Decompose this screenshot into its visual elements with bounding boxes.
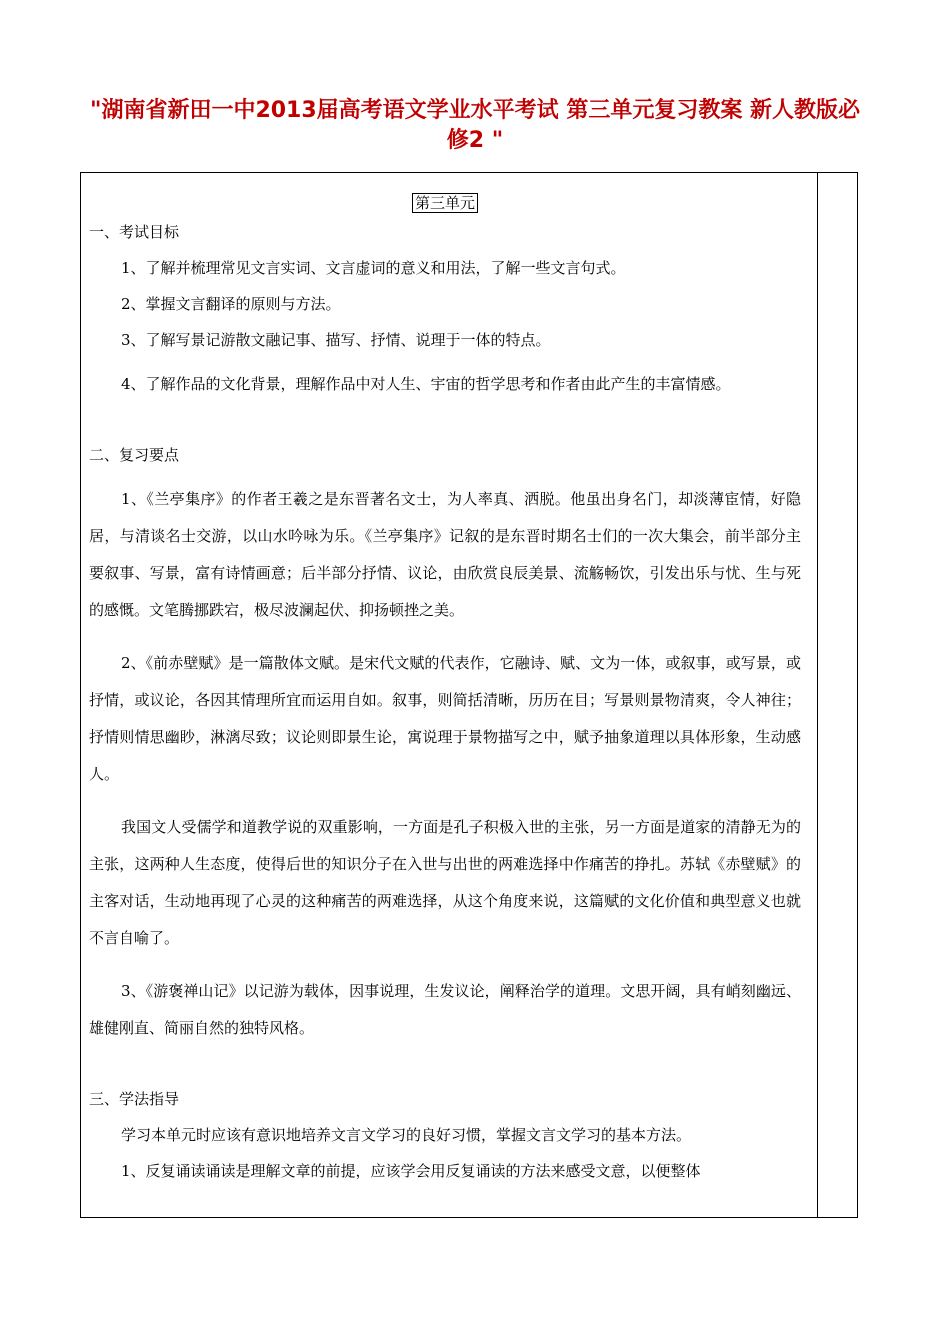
paragraph: 4、了解作品的文化背景，理解作品中对人生、宇宙的哲学思考和作者由此产生的丰富情感。 [121, 375, 731, 393]
section-heading: 一、考试目标 [89, 223, 180, 241]
section-heading: 二、复习要点 [89, 446, 180, 464]
section-heading: 三、学法指导 [89, 1090, 180, 1108]
content-table [80, 172, 858, 1218]
paragraph: 1、反复诵读诵读是理解文章的前提，应该学会用反复诵读的方法来感受文意，以便整体 [121, 1162, 701, 1180]
paragraph: 1、《兰亭集序》的作者王羲之是东晋著名文士，为人率真、洒脱。他虽出身名门，却淡薄宦情，好隐居，与清谈名士交游，以山水吟咏为乐。《兰亭集序》记叙的是东晋时期名士们的一次大集会，前半部分主要叙事、写景，富有诗情画意；后半部分抒情、议论，由欣赏良辰美景、流觞畅饮，引发出乐与忧、生与死的感慨。文笔腾挪跌宕，极尽波澜起伏、抑扬顿挫之美。 [89, 490, 801, 619]
document-title: "湖南省新田一中2013届高考语文学业水平考试 第三单元复习教案 新人教版必修2 " [89, 98, 860, 153]
paragraph: 3、了解写景记游散文融记事、描写、抒情、说理于一体的特点。 [121, 331, 551, 349]
unit-title: 第三单元 [412, 193, 478, 213]
paragraph: 3、《游褒禅山记》以记游为载体，因事说理，生发议论，阐释治学的道理。文思开阔，具有峭刻幽远、雄健刚直、简丽自然的独特风格。 [89, 982, 801, 1037]
unit-heading [89, 193, 801, 213]
paragraph: 学习本单元时应该有意识地培养文言文学习的良好习惯，掌握文言文学习的基本方法。 [121, 1126, 692, 1144]
main-cell [89, 193, 801, 1197]
column-divider [817, 173, 818, 1217]
paragraph: 我国文人受儒学和道教学说的双重影响，一方面是孔子积极入世的主张，另一方面是道家的清静无为的主张，这两种人生态度，使得后世的知识分子在入世与出世的两难选择中作痛苦的挣扎。苏轼《赤壁赋》的主客对话，生动地再现了心灵的这种痛苦的两难选择，从这个角度来说，这篇赋的文化价值和典型意义也就不言自喻了。 [89, 818, 801, 947]
paragraph: 2、掌握文言翻译的原则与方法。 [121, 295, 341, 313]
paragraph: 2、《前赤壁赋》是一篇散体文赋。是宋代文赋的代表作，它融诗、赋、文为一体，或叙事，或写景，或抒情，或议论，各因其情理所宜而运用自如。叙事，则简括清晰，历历在目；写景则景物清爽，令人神往；抒情则情思幽眇，淋漓尽致；议论则即景生论，寓说理于景物描写之中，赋予抽象道理以具体形象，生动感人。 [89, 654, 801, 783]
paragraph: 1、了解并梳理常见文言实词、文言虚词的意义和用法，了解一些文言句式。 [121, 259, 626, 277]
